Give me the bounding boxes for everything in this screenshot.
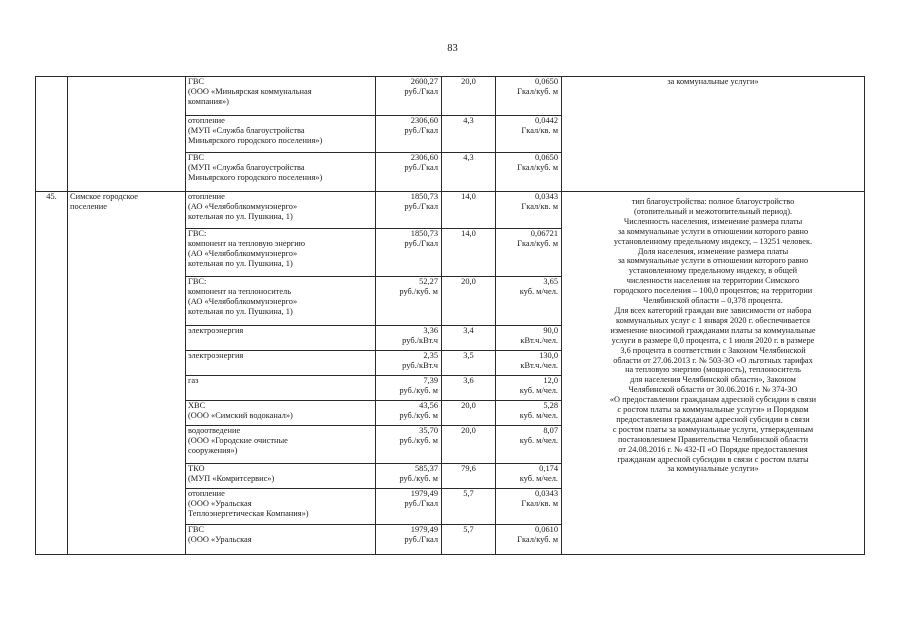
tariff-cell-line: 52,27: [419, 277, 438, 286]
norm-cell: [496, 426, 562, 464]
note-cell-line: Челябинской области – 0,378 процента.: [643, 296, 783, 306]
note-cell-line: «О предоставлении гражданам адресной субсидии в связи: [609, 395, 817, 405]
number-cell: [36, 77, 68, 192]
norm-cell: [496, 489, 562, 525]
tariff-cell-line: 2306,60: [410, 116, 438, 125]
tariff-cell: [376, 229, 442, 277]
norm-cell: [496, 351, 562, 376]
note-cell-line: с ростом платы за коммунальные услуги, утвержденным: [612, 424, 814, 434]
service-cell-line: (МУП «Служба благоустройства: [188, 126, 305, 135]
service-cell-line: ГВС: [188, 525, 205, 534]
tariff-cell-line: 2,35: [423, 351, 438, 360]
tariff-cell-line: руб./Гкал: [404, 202, 438, 211]
note-cell: [562, 77, 865, 192]
service-cell-line: отопление: [188, 116, 225, 125]
norm-cell-line: куб. м/чел.: [519, 287, 558, 296]
municipality-cell-line: Симское городское: [70, 192, 139, 201]
service-cell-line: отопление: [188, 489, 225, 498]
tariff-cell-line: руб./куб. м: [399, 474, 438, 483]
growth-index-cell: 5,7: [442, 525, 496, 555]
growth-index-cell: 3,6: [442, 376, 496, 401]
service-cell: [186, 326, 376, 351]
municipality-cell: [68, 192, 186, 555]
norm-cell-line: 0,0442: [534, 116, 558, 125]
note-cell-line: тип благоустройства: полное благоустройство: [631, 197, 795, 206]
note-cell-line: изменение вносимой гражданами платы за коммунальные: [610, 325, 816, 335]
norm-cell-line: куб. м/чел.: [519, 386, 558, 395]
tariff-cell-line: 7,39: [423, 376, 438, 385]
note-cell-line: гражданам адресной субсидии в связи с ростом платы: [617, 454, 809, 464]
growth-index-cell: 79,6: [442, 464, 496, 489]
table-row: [36, 192, 865, 229]
norm-cell: [496, 116, 562, 153]
note-cell-line: численности населения на территории Симского: [626, 276, 800, 286]
service-cell-line: (АО «Челябоблкоммунэнерго»: [188, 297, 298, 306]
service-cell-line: ГВС: [188, 153, 205, 162]
norm-cell-line: 5,28: [543, 401, 558, 410]
norm-cell-line: Гкал/куб. м: [517, 239, 558, 248]
tariff-table: [35, 76, 865, 555]
norm-cell: [496, 464, 562, 489]
tariff-cell: [376, 426, 442, 464]
norm-cell-line: кВт.ч./чел.: [520, 336, 558, 345]
growth-index-cell: 14,0: [442, 229, 496, 277]
service-cell-line: компонент на теплоноситель: [188, 287, 292, 296]
service-cell-line: Миньярского городского поселения»): [188, 173, 323, 182]
service-cell-line: (АО «Челябоблкоммунэнерго»: [188, 202, 298, 211]
tariff-cell-line: 2600,27: [410, 77, 438, 86]
municipality-cell: [68, 77, 186, 192]
norm-cell-line: 0,0610: [534, 525, 558, 534]
norm-cell: [496, 376, 562, 401]
norm-cell-line: 0,0650: [534, 153, 558, 162]
tariff-cell-line: 3,36: [423, 326, 438, 335]
tariff-cell-line: 2306,60: [410, 153, 438, 162]
page-number: 83: [447, 43, 458, 54]
tariff-cell-line: 1979,49: [410, 489, 438, 498]
tariff-cell: [376, 401, 442, 426]
tariff-cell: [376, 525, 442, 555]
service-cell-line: (ООО «Уральская: [188, 499, 252, 508]
tariff-cell-line: 1850,73: [410, 192, 438, 201]
note-cell-line: установленному предельному индексу, – 13251 человек.: [613, 236, 813, 246]
table-body: [36, 77, 865, 555]
service-cell: [186, 525, 376, 555]
note-cell-line: услуги в размере 0,0 процента, с 1 июля 2020 г. в размере: [611, 335, 815, 345]
tariff-cell-line: руб./Гкал: [404, 163, 438, 172]
growth-index-cell: 14,0: [442, 192, 496, 229]
tariff-cell-line: 1979,49: [410, 525, 438, 534]
service-cell: [186, 192, 376, 229]
service-cell-line: компания»): [188, 97, 229, 106]
note-cell-line: предоставления гражданам адресной субсидии в связи: [616, 414, 810, 424]
service-cell: [186, 401, 376, 426]
tariff-cell-line: руб./Гкал: [404, 499, 438, 508]
service-cell: [186, 351, 376, 376]
norm-cell-line: Гкал/куб. м: [517, 87, 558, 96]
tariff-cell-line: руб./кВт.ч: [402, 361, 438, 370]
service-cell-line: котельная по ул. Пушкина, 1): [188, 307, 293, 316]
norm-cell-line: куб. м/чел.: [519, 411, 558, 420]
tariff-cell-line: руб./Гкал: [404, 535, 438, 544]
growth-index-cell: 3,4: [442, 326, 496, 351]
note-cell-line: на тепловую энергию (мощность), теплоноситель: [625, 365, 801, 375]
norm-cell-line: 0,174: [539, 464, 558, 473]
tariff-cell: [376, 489, 442, 525]
tariff-cell-line: руб./Гкал: [404, 239, 438, 248]
service-cell-line: котельная по ул. Пушкина, 1): [188, 212, 293, 221]
norm-cell: [496, 77, 562, 116]
service-cell-line: электроэнергия: [188, 326, 244, 335]
norm-cell-line: Гкал/кв. м: [521, 499, 558, 508]
note-cell-line: установленному предельному индексу, в общей: [628, 266, 798, 276]
norm-cell-line: Гкал/куб. м: [517, 163, 558, 172]
note-cell-line: за коммунальные услуги в отношении которого равно: [617, 226, 809, 236]
growth-index-cell: 20,0: [442, 401, 496, 426]
note-cell-line: за коммунальные услуги в отношении которого равно: [617, 256, 809, 266]
tariff-cell-line: руб./Гкал: [404, 87, 438, 96]
service-cell-line: (ООО «Городские очистные: [188, 436, 288, 445]
norm-cell-line: 3,65: [543, 277, 558, 286]
service-cell-line: ГВС: [188, 77, 205, 86]
service-cell: [186, 229, 376, 277]
tariff-cell-line: 1850,73: [410, 229, 438, 238]
tariff-cell: [376, 376, 442, 401]
tariff-cell-line: 35,70: [419, 426, 438, 435]
tariff-cell: [376, 351, 442, 376]
note-cell-line: городского поселения – 100,0 процентов; на территории: [613, 286, 813, 296]
service-cell: [186, 464, 376, 489]
norm-cell-line: 8,07: [543, 426, 558, 435]
norm-cell-line: куб. м/чел.: [519, 436, 558, 445]
norm-cell-line: 0,0343: [534, 489, 558, 498]
number-cell: 45.: [36, 192, 68, 555]
service-cell-line: Миньярского городского поселения»): [188, 136, 323, 145]
norm-cell-line: 130,0: [539, 351, 558, 360]
note-cell-line: за коммунальные услуги»: [667, 77, 759, 86]
service-cell: [186, 426, 376, 464]
tariff-cell-line: руб./куб. м: [399, 287, 438, 296]
tariff-cell: [376, 326, 442, 351]
norm-cell-line: Гкал/кв. м: [521, 202, 558, 211]
note-cell-line: с ростом платы за коммунальные услуги» и Порядком: [617, 405, 809, 415]
growth-index-cell: 20,0: [442, 77, 496, 116]
service-cell-line: (ООО «Уральская: [188, 535, 252, 544]
tariff-cell-line: руб./Гкал: [404, 126, 438, 135]
service-cell-line: (ООО «Симский водоканал»): [188, 411, 293, 420]
tariff-cell: [376, 77, 442, 116]
norm-cell-line: 0,0650: [534, 77, 558, 86]
norm-cell: [496, 277, 562, 326]
norm-cell: [496, 401, 562, 426]
tariff-cell: [376, 153, 442, 192]
norm-cell: [496, 192, 562, 229]
service-cell-line: электроэнергия: [188, 351, 244, 360]
growth-index-cell: 20,0: [442, 426, 496, 464]
norm-cell: [496, 229, 562, 277]
service-cell: [186, 153, 376, 192]
service-cell-line: (МУП «Служба благоустройства: [188, 163, 305, 172]
tariff-cell: [376, 116, 442, 153]
growth-index-cell: 4,3: [442, 116, 496, 153]
note-cell-line: области от 27.06.2013 г. № 503-ЗО «О льготных тарифах: [613, 355, 813, 365]
growth-index-cell: 5,7: [442, 489, 496, 525]
service-cell-line: ХВС: [188, 401, 206, 410]
growth-index-cell: 20,0: [442, 277, 496, 326]
note-cell-line: за коммунальные услуги»: [667, 464, 759, 474]
tariff-cell: [376, 277, 442, 326]
service-cell: [186, 376, 376, 401]
note-cell-line: 3,6 процента в соответствии с Законом Челябинской: [620, 345, 806, 355]
growth-index-cell: 4,3: [442, 153, 496, 192]
service-cell: [186, 116, 376, 153]
tariff-cell-line: руб./куб. м: [399, 386, 438, 395]
norm-cell-line: Гкал/кв. м: [521, 126, 558, 135]
tariff-cell-line: руб./кВт.ч: [402, 336, 438, 345]
service-cell-line: Теплоэнергетическая Компания»): [188, 509, 309, 518]
tariff-cell-line: руб./куб. м: [399, 411, 438, 420]
norm-cell-line: 12,0: [543, 376, 558, 385]
table-row: [36, 77, 865, 116]
norm-cell-line: 90,0: [543, 326, 558, 335]
note-cell-line: постановлением Правительства Челябинской области: [617, 434, 809, 444]
tariff-cell: [376, 192, 442, 229]
service-cell-line: ТКО: [188, 464, 205, 473]
note-cell-line: Численность населения, изменение размера платы: [623, 216, 803, 226]
note-cell-line: Челябинской области от 30.06.2016 г. № 374-ЗО: [628, 385, 798, 395]
service-cell-line: (МУП «Комритсервис»): [188, 474, 275, 483]
norm-cell-line: Гкал/куб. м: [517, 535, 558, 544]
service-cell-line: ГВС:: [188, 229, 207, 238]
service-cell-line: ГВС:: [188, 277, 207, 286]
norm-cell-line: 0,06721: [530, 229, 558, 238]
tariff-cell-line: 43,56: [419, 401, 438, 410]
norm-cell-line: 0,0343: [534, 192, 558, 201]
note-cell-line: (отопительный и межотопительный период).: [633, 206, 793, 216]
norm-cell: [496, 326, 562, 351]
norm-cell: [496, 153, 562, 192]
note-cell-line: Для всех категорий граждан вне зависимости от набора: [614, 305, 812, 315]
service-cell: [186, 277, 376, 326]
note-cell-line: от 24.08.2016 г. № 432-П «О Порядке предоставления: [618, 444, 808, 454]
note-cell-line: коммунальных услуг с 1 января 2020 г. обеспечивается: [615, 315, 810, 325]
tariff-cell-line: руб./куб. м: [399, 436, 438, 445]
service-cell-line: (ООО «Миньярская коммунальная: [188, 87, 312, 96]
service-cell-line: водоотведение: [188, 426, 241, 435]
service-cell-line: компонент на тепловую энергию: [188, 239, 305, 248]
service-cell-line: котельная по ул. Пушкина, 1): [188, 259, 293, 268]
service-cell-line: отопление: [188, 192, 225, 201]
growth-index-cell: 3,5: [442, 351, 496, 376]
service-cell-line: сооружения»): [188, 446, 238, 455]
note-cell-line: для населения Челябинской области», Законом: [630, 375, 796, 385]
service-cell: [186, 489, 376, 525]
norm-cell-line: кВт.ч./чел.: [520, 361, 558, 370]
note-cell-line: Доля населения, изменение размера платы: [637, 246, 789, 256]
note-cell: [562, 192, 865, 555]
norm-cell: [496, 525, 562, 555]
service-cell-line: газ: [188, 376, 199, 385]
tariff-cell-line: 585,37: [414, 464, 438, 473]
service-cell: [186, 77, 376, 116]
municipality-cell-line: поселение: [70, 202, 107, 211]
norm-cell-line: куб. м/чел.: [519, 474, 558, 483]
service-cell-line: (АО «Челябоблкоммунэнерго»: [188, 249, 298, 258]
tariff-cell: [376, 464, 442, 489]
